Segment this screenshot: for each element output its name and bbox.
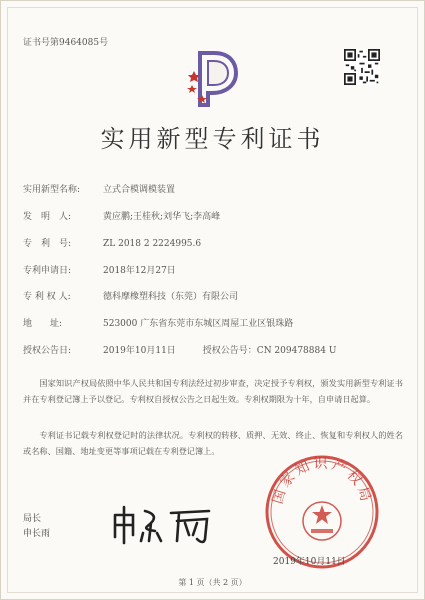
field-value: ZL 2018 2 2224995.6 — [103, 239, 202, 249]
field-value: 德科摩橡塑科技（东莞）有限公司 — [103, 292, 239, 302]
field-label: 专利申请日: — [23, 266, 72, 276]
page-title: 实用新型专利证书 — [100, 125, 325, 153]
field-label: 授权公告日: — [23, 346, 72, 356]
field-label: 发 明 人: — [23, 212, 72, 222]
field-value: 黄应鹏;王桂秋;刘华飞;李高峰 — [103, 212, 221, 222]
field-address — [23, 316, 293, 329]
field-patent-number — [23, 236, 201, 249]
field-label: 地 址: — [23, 319, 63, 329]
field-value: 2018年12月27日 — [103, 266, 176, 276]
svg-text:国家知识产权局: 国家知识产权局 — [269, 456, 375, 506]
field-label: 专 利 权 人: — [23, 292, 71, 302]
field-application-date — [23, 263, 176, 276]
paragraph-grant-statement: 国家知识产权局依照中华人民共和国专利法经过初步审查，决定授予专利权，颁发实用新型专利证书并在专利登记簿上予以登记。专利权自授权公告之日起生效。专利权期限为十年，自申请日起算。 — [23, 378, 403, 404]
field-value: 523000 广东省东莞市东城区周屋工业区银珠路 — [103, 319, 294, 329]
handwritten-signature-icon — [111, 503, 231, 545]
patent-office-logo-icon — [184, 47, 242, 109]
field-value: 立式合模调模装置 — [103, 185, 176, 195]
field-utility-model-name — [23, 182, 175, 195]
seal-date: 2019年10月11日 — [273, 557, 346, 567]
page-number: 第 1 页（共 2 页） — [178, 578, 247, 587]
qr-code-icon — [344, 49, 380, 85]
certificate-number: 证书号第9464085号 — [23, 38, 109, 48]
signatory-name: 申长雨 — [23, 529, 51, 539]
signatory-title: 局长 — [23, 514, 42, 524]
field-value: 2019年10月11日 授权公告号：CN 209478884 U — [103, 346, 337, 356]
field-patentee — [23, 289, 238, 302]
field-label: 实用新型名称: — [23, 185, 81, 195]
field-grant-date — [23, 343, 336, 356]
field-label: 专 利 号: — [23, 239, 72, 249]
field-inventors — [23, 209, 220, 222]
paragraph-legal-status: 专利证书记载专利权登记时的法律状况。专利权的转移、质押、无效、终止、恢复和专利权人的姓名或名称、国籍、地址变更等事项记载在专利登记簿上。 — [23, 430, 403, 456]
